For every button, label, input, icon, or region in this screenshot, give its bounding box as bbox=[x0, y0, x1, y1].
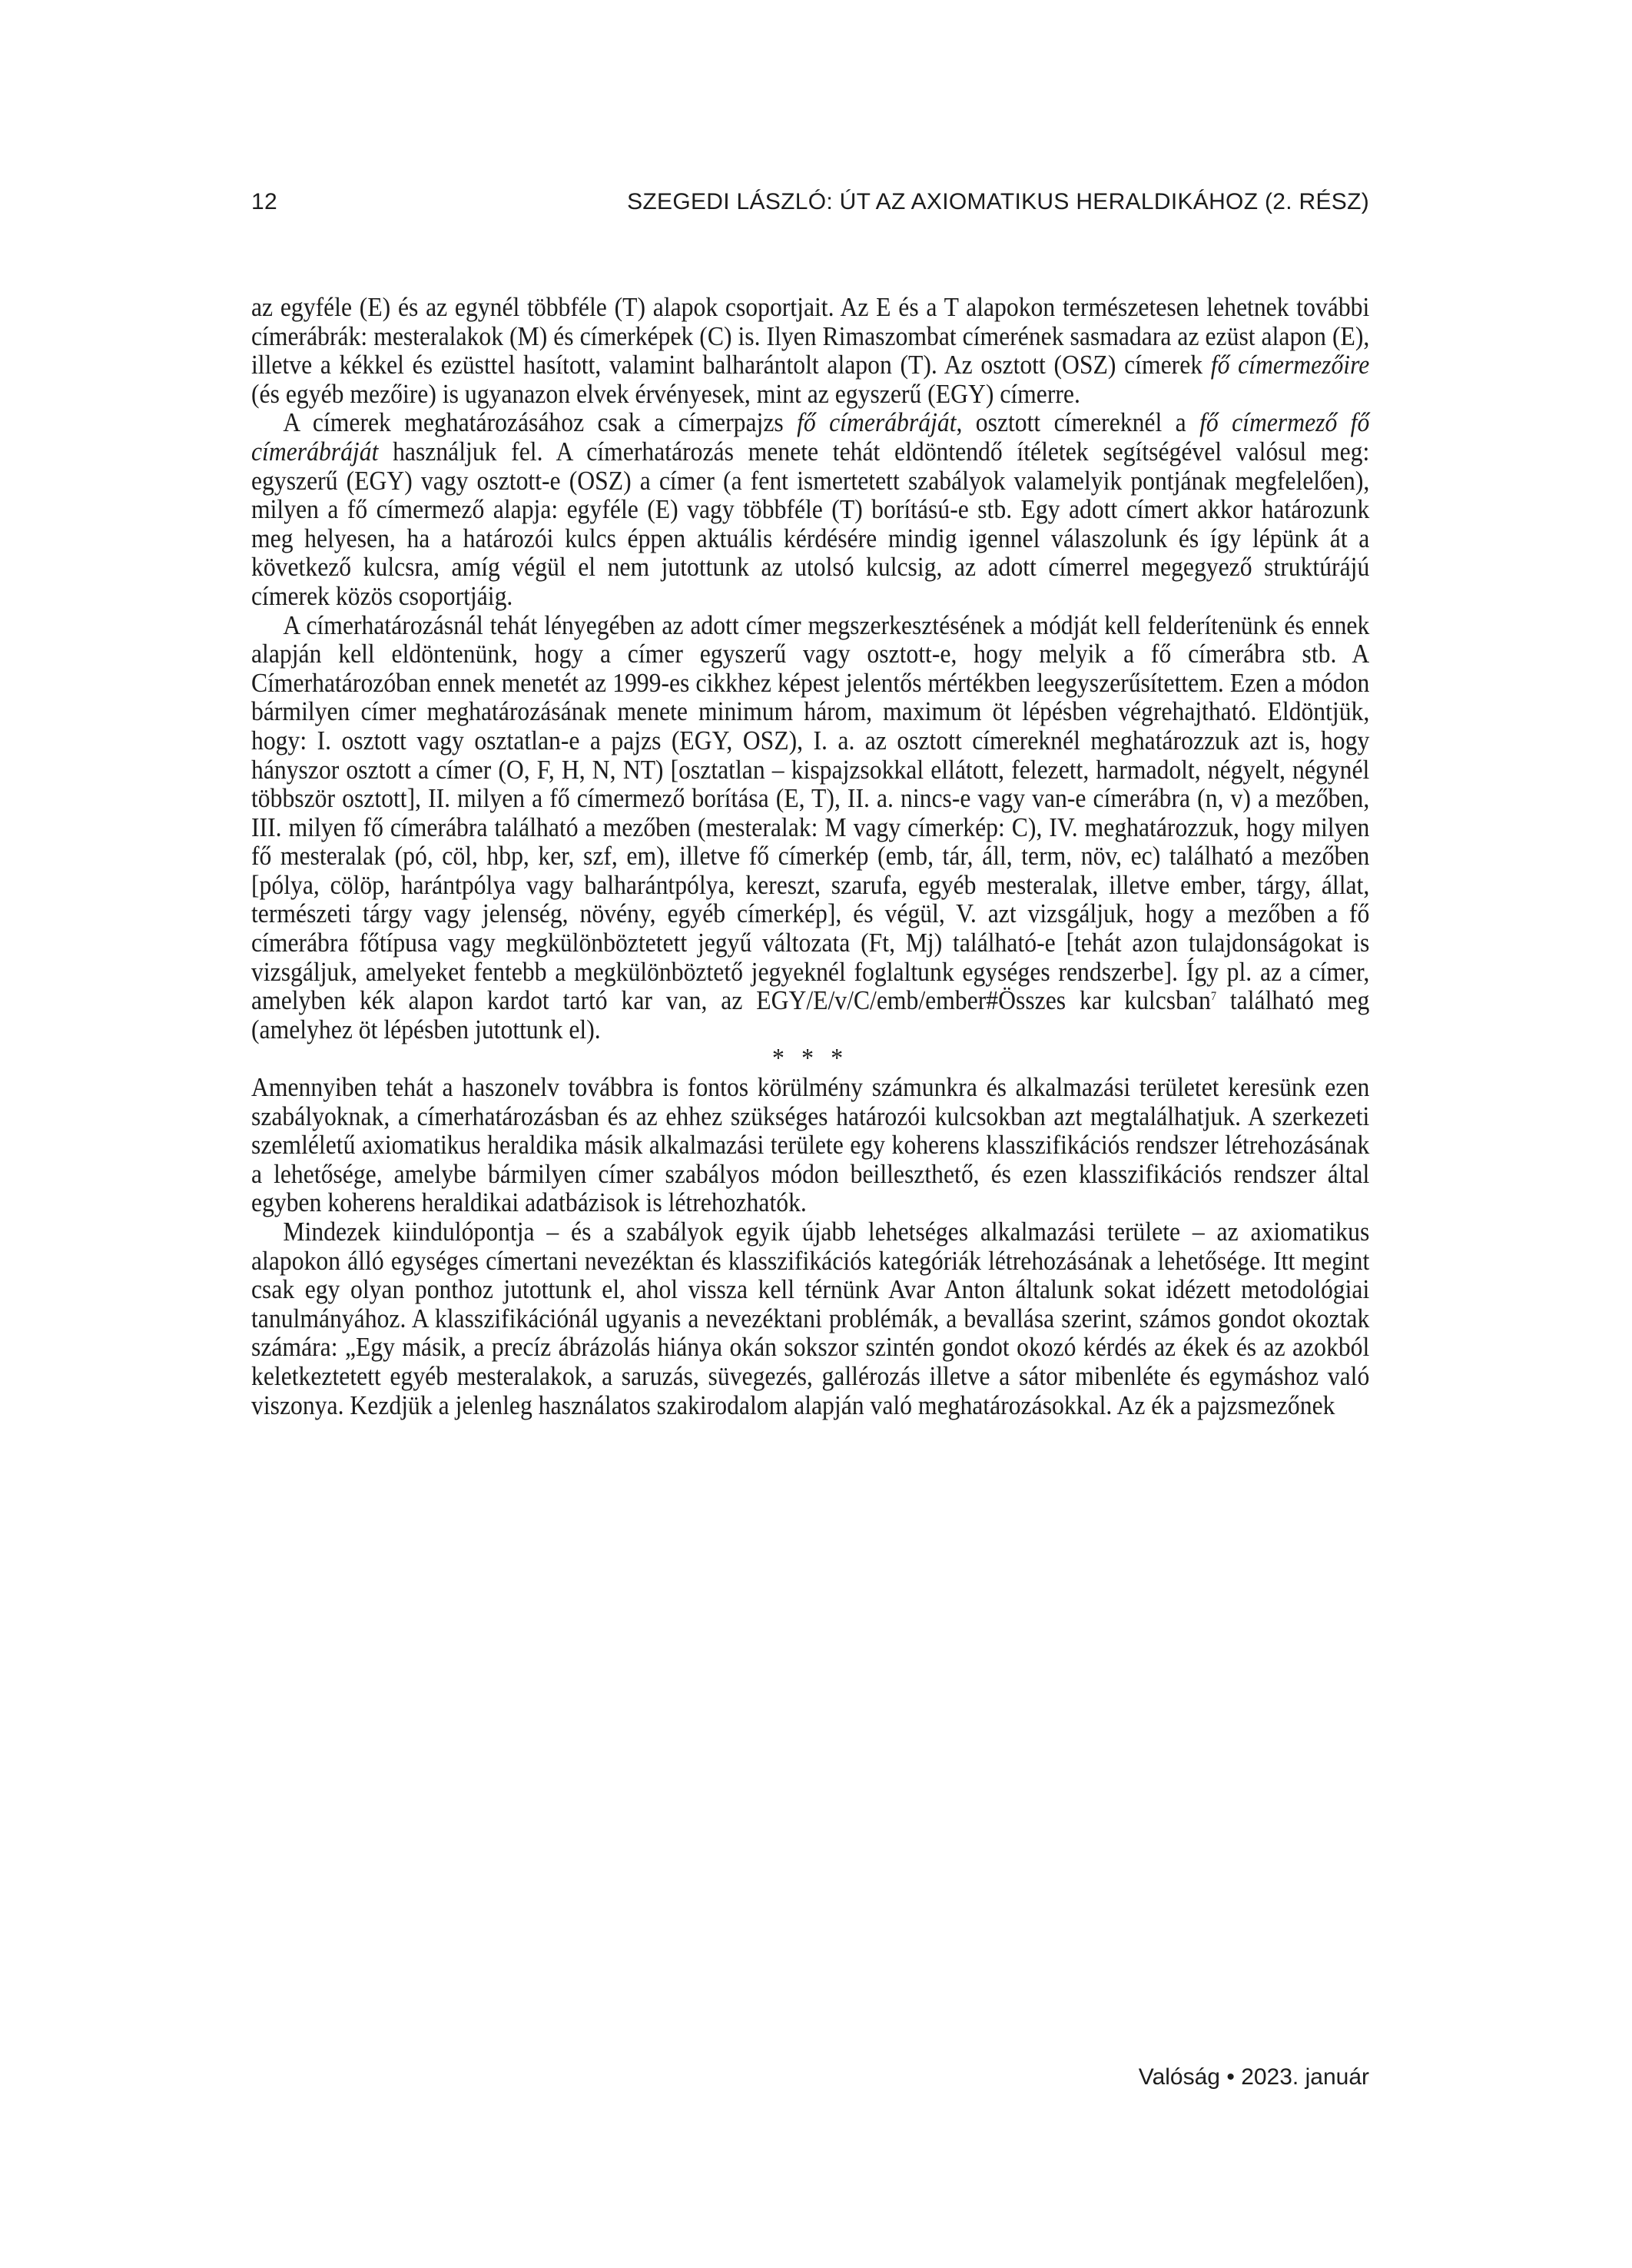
page-header bbox=[251, 183, 1369, 221]
running-title: SZEGEDI LÁSZLÓ: ÚT AZ AXIOMATIKUS HERALDIKÁHOZ (2. RÉSZ) bbox=[627, 189, 1369, 214]
italic-term: fő címermezőire bbox=[1210, 350, 1370, 380]
text-run: Amennyiben tehát a haszonelv továbbra is fontos körülmény számunkra és alkalmazási területet keresünk ezen szabályoknak, a címerhatározásban és az ehhez szükséges határozói kulcsokban azt megtalálhatjuk. A szerkezeti szemléletű axiomatikus heraldika másik alkalmazási területe egy koherens klasszifikációs rendszer létrehozásának a lehetősége, amelybe bármilyen címer szabályos módon beilleszthető, és ezen klasszifikációs rendszer által egyben koherens heraldikai adatbázisok is létrehozhatók. bbox=[251, 1072, 1370, 1218]
footnote-reference: 7 bbox=[1210, 990, 1217, 1004]
journal-name: Valóság bbox=[1138, 2064, 1220, 2090]
article-body bbox=[251, 293, 1369, 1420]
italic-term: fő címermező fő címerábráját bbox=[251, 407, 1370, 467]
text-run: A címerhatározásnál tehát lényegében az adott címer megszerkesztésének a módját kell felderítenünk és ennek alapján kell eldöntenünk, hogy a címer egyszerű vagy osztott-e, hogy melyik a fő címerábra stb. A Címerhatározóban ennek menetét az 1999-es cikkhez képest jelentős mértékben leegyszerűsítettem. Ezen a módon bármilyen címer meghatározásának menete minimum három, maximum öt lépésben végrehajtható. Eldöntjük, hogy: I. osztott vagy osztatlan-e a pajzs (EGY, OSZ), I. a. az osztott címereknél meghatározzuk azt is, hogy hányszor osztott a címer (O, F, H, N, NT) [osztatlan – kispajzsokkal ellátott, felezett, harmadolt, négyelt, négynél többször osztott], II. milyen a fő címermező borítása (E, T), II. a. nincs-e vagy van-e címerábra (n, v) a mezőben, III. milyen fő címerábra található a mezőben (mesteralak: M vagy címerkép: C), IV. meghatározzuk, hogy milyen fő mesteralak (pó, cöl, hbp, ker, szf, em), illetve fő címerkép (emb, tár, áll, term, növ, ec) található a mezőben [pólya, cölöp, harántpólya vagy balharántpólya, kereszt, szarufa, egyéb mesteralak, illetve ember, tárgy, állat, természeti tárgy vagy jelenség, növény, egyéb címerkép], és végül, V. azt vizsgáljuk, hogy a mezőben a fő címerábra főtípusa vagy megkülönböztetett jegyű változata (Ft, Mj) található-e [tehát azon tulajdonságokat is vizsgáljuk, amelyeket fentebb a megkülönböztető jegyeknél foglaltunk egységes rendszerbe]. Így pl. az a címer, amelyben kék alapon kardot tartó kar van, az EGY/E/v/C/emb/ember#Összes kar kulcsban bbox=[251, 609, 1370, 1016]
paragraph bbox=[251, 1073, 1369, 1217]
text-run: található meg (amelyhez öt lépésben jutottunk el). bbox=[251, 985, 1370, 1044]
text-run: (és egyéb mezőire) is ugyanazon elvek érvényesek, mint az egyszerű (EGY) címerre. bbox=[251, 378, 1080, 409]
issue-date: 2023. január bbox=[1241, 2064, 1369, 2090]
paragraph bbox=[251, 293, 1369, 408]
paragraph bbox=[251, 408, 1369, 610]
footer-separator-icon: • bbox=[1226, 2064, 1235, 2090]
text-run: használjuk fel. A címerhatározás menete tehát eldöntendő ítéletek segítségével valósul meg: egyszerű (EGY) vagy osztott-e (OSZ) a címer (a fent ismertetett szabályok valamelyik pontjának megfelelően), milyen a fő címermező alapja: egyféle (E) vagy többféle (T) borítású-e stb. Egy adott címert akkor határozunk meg helyesen, ha a határozói kulcs éppen aktuális kérdésére mindig igennel válaszolunk és így lépünk át a következő kulcsra, amíg végül el nem jutottunk az utolsó kulcsig, az adott címerrel megegyező struktúrájú címerek közös csoportjáig. bbox=[251, 436, 1370, 611]
page-footer bbox=[1139, 2064, 1369, 2090]
paragraphs-before-break bbox=[251, 293, 1369, 1044]
paragraphs-after-break bbox=[251, 1073, 1369, 1420]
page-number: 12 bbox=[251, 189, 277, 214]
paragraph bbox=[251, 611, 1369, 1044]
text-run: Mindezek kiindulópontja – és a szabályok egyik újabb lehetséges alkalmazási területe – az axiomatikus alapokon álló egységes címertani nevezéktan és klasszifikációs kategóriák létrehozásának a lehetősége. Itt megint csak egy olyan ponthoz jutottunk el, ahol vissza kell térnünk Avar Anton általunk sokat idézett metodológiai tanulmányához. A klasszifikációnál ugyanis a nevezéktani problémák, a bevallása szerint, számos gondot okoztak számára: „Egy másik, a precíz ábrázolás hiánya okán sokszor szintén gondot okozó kérdés az ékek és az azokból keletkeztetett egyéb mesteralakok, a saruzás, süvegezés, gallérozás illetve a sátor mibenléte és egymáshoz való viszonya. Kezdjük a jelenleg használatos szakirodalom alapján való meghatározásokkal. Az ék a pajzsmezőnek bbox=[251, 1217, 1370, 1420]
section-break: * * * bbox=[771, 1043, 849, 1074]
text-run: , osztott címereknél a bbox=[956, 407, 1200, 438]
text-run: A címerek meghatározásához csak a címerpajzs bbox=[283, 407, 798, 438]
paragraph bbox=[251, 1217, 1369, 1420]
text-run: az egyféle (E) és az egynél többféle (T) alapok csoportjait. Az E és a T alapokon természetesen lehetnek további címerábrák: mesteralakok (M) és címerképek (C) is. Ilyen Rimaszombat címerének sasmadara az ezüst alapon (E), illetve a kékkel és ezüsttel hasított, valamint balharántolt alapon (T). Az osztott (OSZ) címerek bbox=[251, 292, 1370, 380]
italic-term: fő címerábráját bbox=[797, 407, 957, 438]
